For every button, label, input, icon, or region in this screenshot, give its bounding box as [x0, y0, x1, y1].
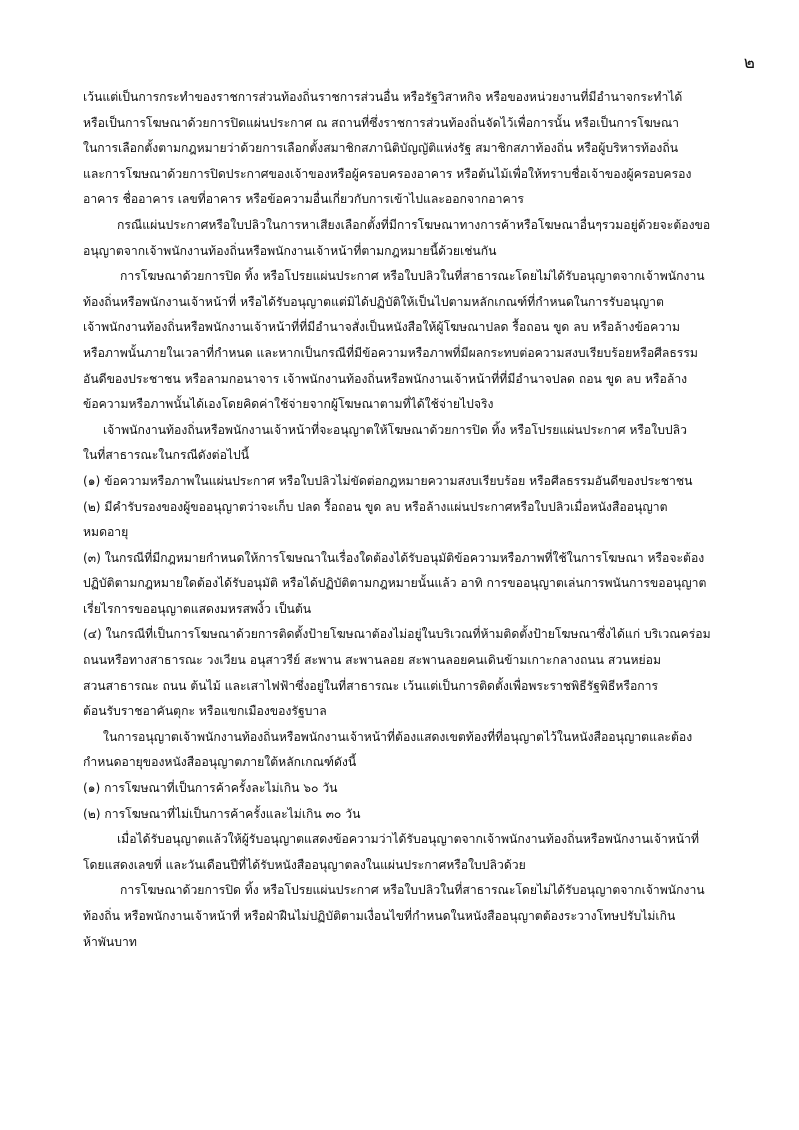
- text-line: ในการเลือกตั้งตามกฎหมายว่าด้วยการเลือกตั้งสมาชิกสภานิติบัญญัติแห่งรัฐ สมาชิกสภาท้องถิ่น หรือผู้บริหารท้องถิ่น: [83, 141, 679, 156]
- text-line: และการโฆษณาด้วยการปิดประกาศของเจ้าของหรือผู้ครอบครองอาคาร หรือต้นไม้เพื่อให้ทราบชื่อเจ้าของผู้ครอบครอง: [83, 166, 692, 181]
- text-line: (๒) มีคำรับรองของผู้ขออนุญาตว่าจะเก็บ ปลด รื้อถอน ขูด ลบ หรือล้างแผ่นประกาศหรือใบปลิวเมื่อหนังสืออนุญาต: [83, 499, 668, 514]
- text-line: การโฆษณาด้วยการปิด ทิ้ง หรือโปรยแผ่นประกาศ หรือใบปลิวในที่สาธารณะโดยไม่ได้รับอนุญาตจากเจ้าพนักงาน: [120, 883, 705, 898]
- text-line: เรี่ยไรการขออนุญาตแสดงมหรสพงิ้ว เป็นต้น: [83, 601, 312, 616]
- text-line: ท้องถิ่นหรือพนักงานเจ้าหน้าที่ หรือได้รับอนุญาตแต่มิได้ปฏิบัติให้เป็นไปตามหลักเกณฑ์ที่กำหนดในการรับอนุญาต: [83, 294, 664, 309]
- text-line: ข้อความหรือภาพนั้นได้เองโดยคิดค่าใช้จ่ายจากผู้โฆษณาตามที่ได้ใช้จ่ายไปจริง: [83, 397, 494, 412]
- page-number: ๒: [743, 53, 755, 73]
- text-line: (๓) ในกรณีที่มีกฎหมายกำหนดให้การโฆษณาในเรื่องใดต้องได้รับอนุมัติข้อความหรือภาพที่ใช้ในการโฆษณา หรือจะต้อง: [83, 550, 705, 565]
- text-line: อาคาร ชื่ออาคาร เลขที่อาคาร หรือข้อความอื่นเกี่ยวกับการเข้าไปและออกจากอาคาร: [83, 192, 524, 207]
- text-line: (๑) ข้อความหรือภาพในแผ่นประกาศ หรือใบปลิวไม่ขัดต่อกฎหมายความสงบเรียบร้อย หรือศีลธรรมอันดีของประชาชน: [83, 473, 693, 488]
- text-line: ท้องถิ่น หรือพนักงานเจ้าหน้าที่ หรือฝ่าฝืนไม่ปฏิบัติตามเงื่อนไขที่กำหนดในหนังสืออนุญาตต้องระวางโทษปรับไม่เกิน: [83, 909, 676, 923]
- text-line: กำหนดอายุของหนังสืออนุญาตภายใต้หลักเกณฑ์ดังนี้: [83, 755, 357, 770]
- text-line: เมื่อได้รับอนุญาตแล้วให้ผู้รับอนุญาตแสดงข้อความว่าได้รับอนุญาตจากเจ้าพนักงานท้องถิ่นหรือพนักงานเจ้าหน้าที่: [117, 832, 700, 847]
- text-line: ต้อนรับราชอาคันตุกะ หรือแขกเมืองของรัฐบาล: [83, 704, 327, 719]
- text-line: ห้าพันบาท: [83, 934, 137, 949]
- text-line: หมดอายุ: [83, 525, 129, 540]
- text-line: เจ้าพนักงานท้องถิ่นหรือพนักงานเจ้าหน้าที่จะอนุญาตให้โฆษณาด้วยการปิด ทิ้ง หรือโปรยแผ่นประกาศ หรือใบปลิว: [103, 422, 687, 437]
- text-line: ในที่สาธารณะในกรณีดังต่อไปนี้: [83, 448, 250, 463]
- text-line: หรือภาพนั้นภายในเวลาที่กำหนด และหากเป็นกรณีที่มีข้อความหรือภาพที่มีผลกระทบต่อความสงบเรียบร้อยหรือศีลธรรม: [83, 345, 698, 360]
- text-line: อนุญาตจากเจ้าพนักงานท้องถิ่นหรือพนักงานเจ้าหน้าที่ตามกฎหมายนี้ด้วยเช่นกัน: [83, 243, 497, 258]
- text-line: โดยแสดงเลขที่ และวันเดือนปีที่ได้รับหนังสืออนุญาตลงในแผ่นประกาศหรือใบปลิวด้วย: [83, 857, 526, 872]
- text-line: การโฆษณาด้วยการปิด ทิ้ง หรือโปรยแผ่นประกาศ หรือใบปลิวในที่สาธารณะโดยไม่ได้รับอนุญาตจากเจ้าพนักงาน: [120, 269, 705, 284]
- text-line: ปฏิบัติตามกฎหมายใดต้องได้รับอนุมัติ หรือได้ปฏิบัติตามกฎหมายนั้นแล้ว อาทิ การขออนุญาตเล่นการพนันการขออนุญาต: [83, 576, 707, 591]
- text-line: (๑) การโฆษณาที่เป็นการค้าครั้งละไม่เกิน ๖๐ วัน: [83, 781, 338, 796]
- text-line: ถนนหรือทางสาธารณะ วงเวียน อนุสาวรีย์ สะพาน สะพานลอย สะพานลอยคนเดินข้ามเกาะกลางถนน สวนหย่อม: [83, 653, 662, 668]
- text-line: ในการอนุญาตเจ้าพนักงานท้องถิ่นหรือพนักงานเจ้าหน้าที่ต้องแสดงเขตท้องที่ที่อนุญาตไว้ในหนังสืออนุญาตและต้อง: [103, 729, 693, 744]
- text-line: กรณีแผ่นประกาศหรือใบปลิวในการหาเสียงเลือกตั้งที่มีการโฆษณาทางการค้าหรือโฆษณาอื่นๆรวมอยู่ด้วยจะต้องขอ: [117, 217, 711, 232]
- text-line: เว้นแต่เป็นการกระทำของราชการส่วนท้องถิ่นราชการส่วนอื่น หรือรัฐวิสาหกิจ หรือของหน่วยงานที่มีอำนาจกระทำได้: [83, 90, 683, 104]
- text-line: เจ้าพนักงานท้องถิ่นหรือพนักงานเจ้าหน้าที่ที่มีอำนาจสั่งเป็นหนังสือให้ผู้โฆษณาปลด รื้อถอน ขูด ลบ หรือล้างข้อความ: [83, 320, 680, 335]
- text-line: หรือเป็นการโฆษณาด้วยการปิดแผ่นประกาศ ณ สถานที่ซึ่งราชการส่วนท้องถิ่นจัดไว้เพื่อการนั้น หรือเป็นการโฆษณา: [83, 115, 680, 130]
- text-line: สวนสาธารณะ ถนน ต้นไม้ และเสาไฟฟ้าซึ่งอยู่ในที่สาธารณะ เว้นแต่เป็นการติดตั้งเพื่อพระราชพิธีรัฐพิธีหรือการ: [83, 678, 659, 693]
- text-line: อันดีของประชาชน หรือลามกอนาจาร เจ้าพนักงานท้องถิ่นหรือพนักงานเจ้าหน้าที่ที่มีอำนาจปลด ถอน ขูด ลบ หรือล้าง: [83, 371, 688, 386]
- text-line: (๔) ในกรณีที่เป็นการโฆษณาด้วยการติดตั้งป้ายโฆษณาต้องไม่อยู่ในบริเวณที่ห้ามติดตั้งป้ายโฆษณาซึ่งได้แก่ บริเวณคร่อม: [83, 627, 711, 642]
- text-line: (๒) การโฆษณาที่ไม่เป็นการค้าครั้งและไม่เกิน ๓๐ วัน: [83, 806, 361, 821]
- document-body: [83, 85, 763, 955]
